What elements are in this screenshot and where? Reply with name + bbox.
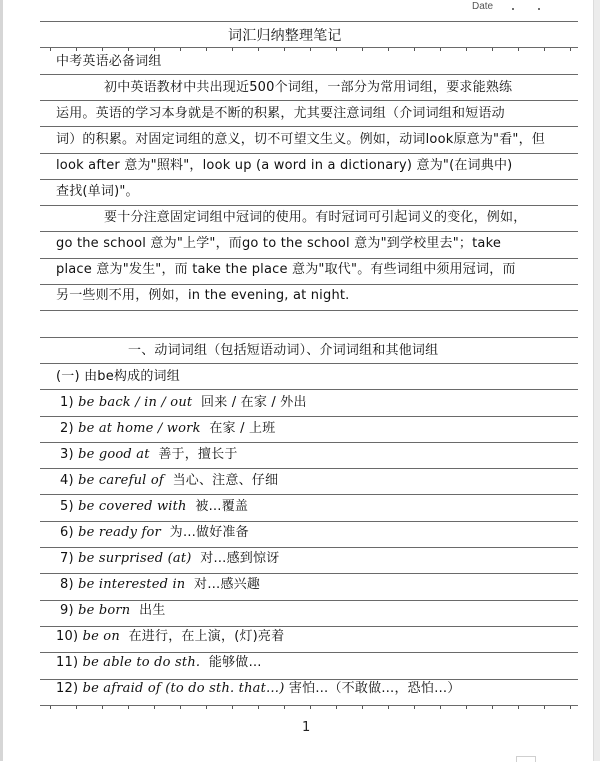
ruled-line	[40, 126, 578, 127]
rule-tick	[466, 48, 467, 51]
page-edge-left	[0, 0, 3, 761]
rule-tick	[284, 48, 285, 51]
phrase-chinese: 善于，擅长于	[158, 447, 238, 462]
ruled-line	[40, 626, 578, 627]
phrase-item	[56, 629, 284, 645]
rule-tick	[154, 48, 155, 51]
rule-tick	[336, 48, 337, 51]
rule-tick	[518, 48, 519, 51]
rule-tick	[154, 706, 155, 709]
rule-tick	[232, 706, 233, 709]
phrase-item	[60, 447, 238, 463]
rule-tick	[284, 706, 285, 709]
rule-tick	[102, 48, 103, 51]
phrase-chinese: 回来 / 在家 / 外出	[201, 395, 307, 410]
ruled-line	[40, 468, 578, 469]
rule-tick	[50, 48, 51, 51]
paragraph-line: 初中英语教材中共出现近500个词组，一部分为常用词组，要求能熟练	[104, 80, 513, 95]
page-edge-right	[593, 0, 600, 761]
phrase-item	[60, 473, 278, 489]
paragraph-line: 运用。英语的学习本身就是不断的积累，尤其要注意词组（介词词组和短语动	[56, 106, 505, 121]
rule-tick	[258, 48, 259, 51]
document-subtitle: 中考英语必备词组	[56, 54, 162, 69]
phrase-english: be interested in	[78, 577, 186, 592]
phrase-english: be afraid of (to do sth. that…)	[82, 681, 285, 696]
date-label: Date	[472, 1, 494, 12]
rule-tick	[388, 48, 389, 51]
phrase-chinese: 害怕…（不敢做…，恐怕…）	[288, 681, 461, 696]
ruled-line	[40, 284, 578, 285]
paragraph-line: 要十分注意固定词组中冠词的使用。有时冠词可引起词义的变化，例如，	[104, 210, 527, 225]
rule-tick	[128, 706, 129, 709]
phrase-chinese: 当心、注意、仔细	[172, 473, 279, 488]
rule-tick	[466, 706, 467, 709]
phrase-number: 1)	[60, 395, 74, 410]
rule-tick	[206, 48, 207, 51]
rule-tick	[310, 706, 311, 709]
phrase-number: 12)	[56, 681, 79, 696]
phrase-chinese: 被…覆盖	[195, 499, 249, 514]
ruled-line	[40, 205, 578, 206]
rule-tick	[50, 706, 51, 709]
ruled-line	[40, 389, 578, 390]
rule-tick	[440, 706, 441, 709]
rule-tick	[362, 48, 363, 51]
phrase-number: 7)	[60, 551, 74, 566]
phrase-number: 10)	[56, 629, 79, 644]
phrase-number: 9)	[60, 603, 74, 618]
paragraph-line: 词）的积累。对固定词组的意义，切不可望文生义。例如，动词look原意为"看"，但	[56, 132, 546, 147]
rule-tick	[232, 48, 233, 51]
phrase-english: be at home / work	[78, 421, 201, 436]
phrase-item	[60, 395, 307, 411]
phrase-chinese: 在家 / 上班	[209, 421, 276, 436]
phrase-chinese: 在进行，在上演，(灯)亮着	[128, 629, 285, 644]
phrase-item	[60, 551, 279, 567]
phrase-chinese: 出生	[139, 603, 166, 618]
ruled-line	[40, 705, 578, 706]
ruled-line	[40, 416, 578, 417]
ruled-line	[40, 47, 578, 48]
rule-tick	[336, 706, 337, 709]
ruled-line	[40, 231, 578, 232]
phrase-english: be covered with	[78, 499, 187, 514]
date-dot	[538, 8, 540, 10]
ruled-line	[40, 337, 578, 338]
phrase-number: 5)	[60, 499, 74, 514]
ruled-line	[40, 494, 578, 495]
ruled-line	[40, 153, 578, 154]
phrase-chinese: 能够做…	[208, 655, 262, 670]
rule-tick	[544, 48, 545, 51]
phrase-number: 8)	[60, 577, 74, 592]
phrase-chinese: 对…感到惊讶	[200, 551, 280, 566]
phrase-number: 3)	[60, 447, 74, 462]
phrase-english: be careful of	[78, 473, 164, 488]
page-number: 1	[302, 720, 311, 735]
rule-tick	[492, 706, 493, 709]
paragraph-line: 查找(单词)"。	[56, 184, 139, 199]
ruled-line	[40, 547, 578, 548]
rule-tick	[414, 48, 415, 51]
rule-tick	[76, 48, 77, 51]
paragraph-line: go the school 意为"上学"，而go to the school 意为"到学校里去"；take	[56, 236, 502, 251]
phrase-english: be ready for	[78, 525, 161, 540]
date-dot	[512, 8, 514, 10]
phrase-number: 11)	[56, 655, 79, 670]
rule-tick	[362, 706, 363, 709]
phrase-english: be surprised (at)	[78, 551, 192, 566]
ruled-line	[40, 310, 578, 311]
rule-tick	[76, 706, 77, 709]
phrase-number: 6)	[60, 525, 74, 540]
phrase-item	[60, 577, 260, 593]
paragraph-line: place 意为"发生"，而 take the place 意为"取代"。有些词组中须用冠词，而	[56, 262, 516, 277]
phrase-item	[56, 655, 262, 671]
phrase-item	[60, 525, 249, 541]
ruled-line	[40, 179, 578, 180]
rule-tick	[492, 48, 493, 51]
rule-tick	[570, 48, 571, 51]
ruled-line	[40, 21, 578, 22]
rule-tick	[544, 706, 545, 709]
ruled-line	[40, 679, 578, 680]
rule-tick	[414, 706, 415, 709]
ruled-line	[40, 521, 578, 522]
rule-tick	[440, 48, 441, 51]
phrase-english: be on	[82, 629, 120, 644]
rule-tick	[388, 706, 389, 709]
corner-box	[516, 756, 536, 762]
phrase-chinese: 对…感兴趣	[194, 577, 261, 592]
phrase-number: 4)	[60, 473, 74, 488]
rule-tick	[258, 706, 259, 709]
rule-tick	[310, 48, 311, 51]
phrase-english: be back / in / out	[78, 395, 193, 410]
paragraph-line: 另一些则不用，例如，in the evening, at night.	[56, 288, 350, 303]
phrase-english: be able to do sth.	[82, 655, 201, 670]
ruled-line	[40, 74, 578, 75]
phrase-english: be born	[78, 603, 131, 618]
phrase-chinese: 为…做好准备	[169, 525, 249, 540]
ruled-line	[40, 363, 578, 364]
paragraph-line: look after 意为"照料"，look up (a word in a dictionary) 意为"(在词典中)	[56, 158, 513, 173]
ruled-line	[40, 573, 578, 574]
rule-tick	[570, 706, 571, 709]
phrase-item	[56, 681, 460, 697]
ruled-line	[40, 258, 578, 259]
phrase-number: 2)	[60, 421, 74, 436]
rule-tick	[206, 706, 207, 709]
phrase-item	[60, 603, 165, 619]
rule-tick	[102, 706, 103, 709]
phrase-english: be good at	[78, 447, 150, 462]
rule-tick	[180, 48, 181, 51]
ruled-line	[40, 100, 578, 101]
phrase-item	[60, 421, 275, 437]
phrase-item	[60, 499, 248, 515]
rule-tick	[180, 706, 181, 709]
subsection-heading: (一) 由be构成的词组	[56, 369, 180, 384]
rule-tick	[128, 48, 129, 51]
ruled-line	[40, 600, 578, 601]
section-heading: 一、动词词组（包括短语动词）、介词词组和其他词组	[128, 343, 439, 358]
rule-tick	[518, 706, 519, 709]
ruled-line	[40, 442, 578, 443]
ruled-line	[40, 652, 578, 653]
document-title: 词汇归纳整理笔记	[228, 28, 342, 44]
